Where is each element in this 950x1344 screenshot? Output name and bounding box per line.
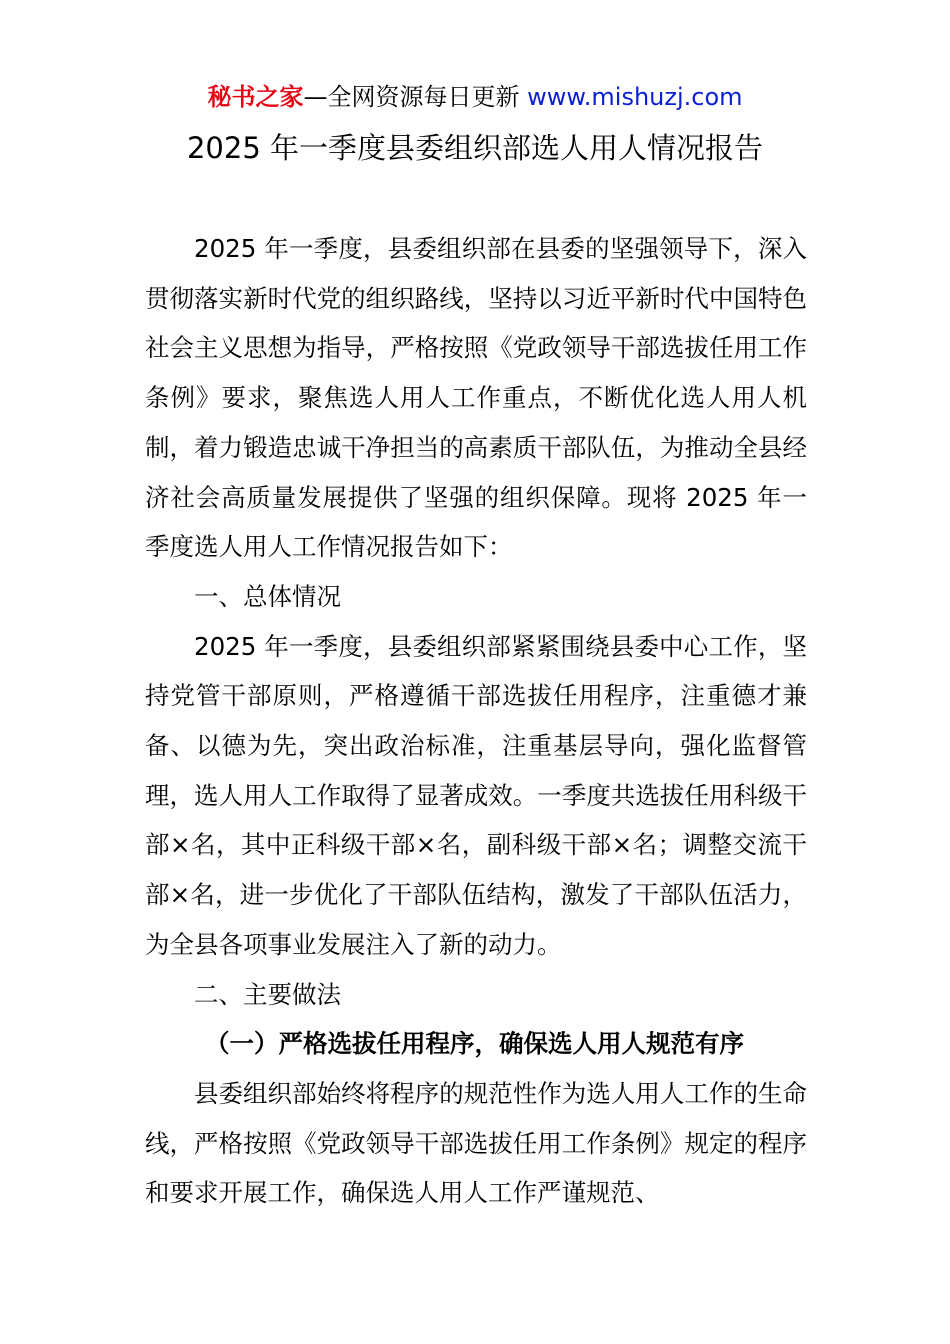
intro-paragraph: 2025 年一季度，县委组织部在县委的坚强领导下，深入贯彻落实新时代党的组织路线，坚持以习近平新时代中国特色社会主义思想为指导，严格按照《党政领导干部选拔任用工作条例》要求，聚焦选人用人工作重点，不断优化选人用人机制，着力锻造忠诚干净担当的高素质干部队伍，为推动全县经济社会高质量发展提供了坚强的组织保障。现将 2025 年一季度选人用人工作情况报告如下： [145,234,807,562]
section-heading-practices: 二、主要做法 [194,979,341,1009]
header-tagline: —全网资源每日更新 [303,83,528,111]
section-heading-overall: 一、总体情况 [194,581,341,611]
document-title: 2025 年一季度县委组织部选人用人情况报告 [186,131,764,165]
site-url-link[interactable]: www.mishuzj.com [527,83,743,111]
brand-name: 秘书之家 [207,83,304,111]
document-body [145,224,807,1218]
overall-paragraph: 2025 年一季度，县委组织部紧紧围绕县委中心工作，坚持党管干部原则，严格遵循干部选拔任用程序，注重德才兼备、以德为先，突出政治标准，注重基层导向，强化监督管理，选人用人工作取得了显著成效。一季度共选拔任用科级干部×名，其中正科级干部×名，副科级干部×名；调整交流干部×名，进一步优化了干部队伍结构，激发了干部队伍活力，为全县各项事业发展注入了新的动力。 [145,631,807,959]
subsection-heading-procedure: （一）严格选拔任用程序，确保选人用人规范有序 [205,1029,744,1059]
watermark-header [0,80,950,114]
procedure-paragraph: 县委组织部始终将程序的规范性作为选人用人工作的生命线，严格按照《党政领导干部选拔任用工作条例》规定的程序和要求开展工作，确保选人用人工作严谨规范、 [145,1078,807,1208]
